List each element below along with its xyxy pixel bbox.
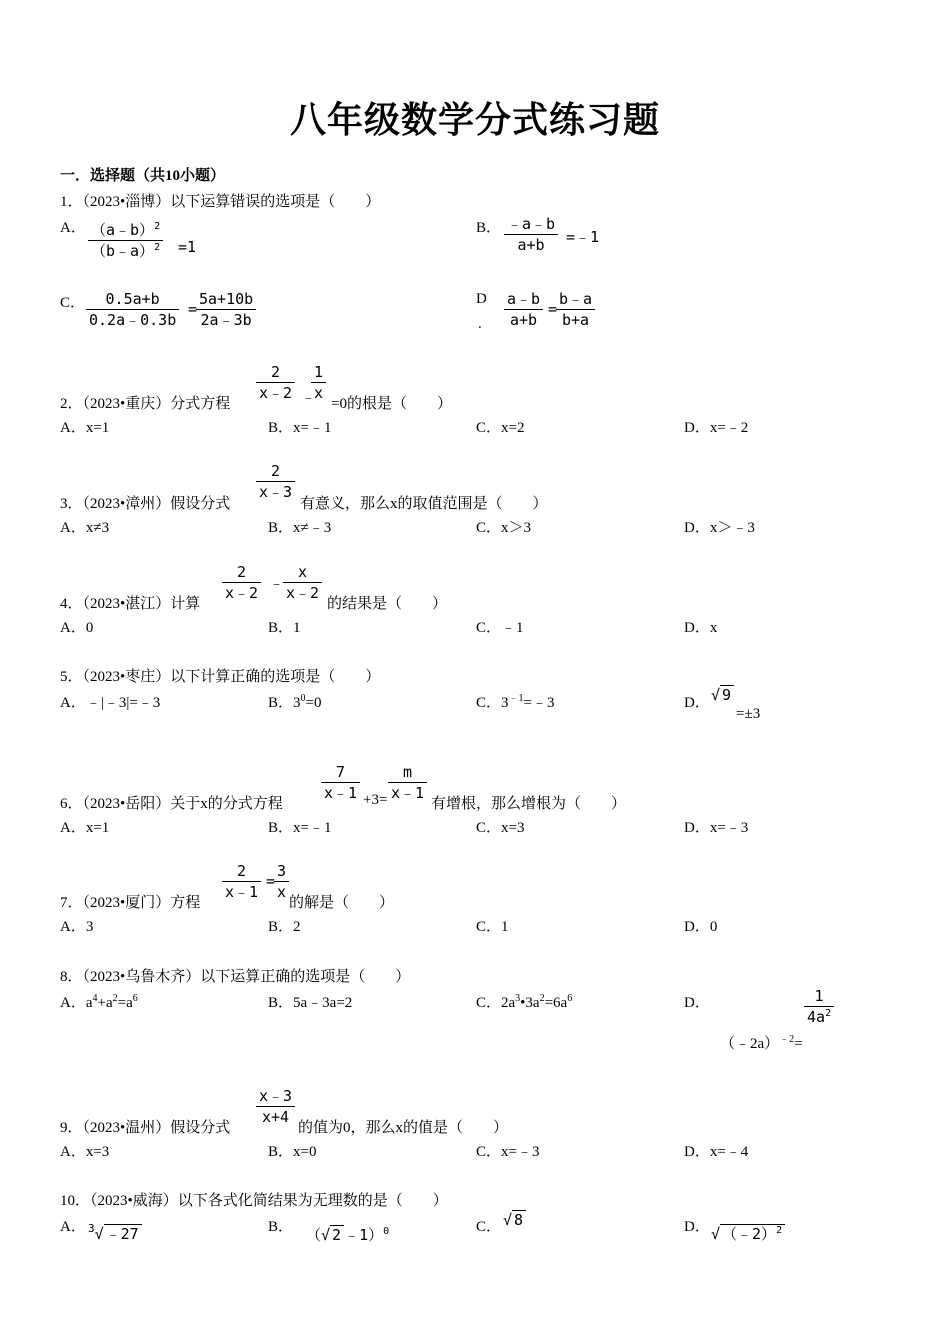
q1-stem: 1．（2023•淄博）以下运算错误的选项是（ ） — [60, 194, 381, 210]
q8-c-part-1: C．2a — [476, 995, 516, 1011]
q4-option-d[interactable]: D．x — [684, 620, 718, 636]
q6-option-c[interactable]: C．x=3 — [476, 820, 525, 836]
q7-f1-denominator: x﹣1 — [225, 883, 259, 901]
q6-fraction-2[interactable] — [388, 762, 427, 803]
q6-stem-post: 有增根，那么增根为（ ） — [431, 796, 627, 812]
q7-option-b[interactable]: B．2 — [268, 919, 301, 935]
q10-b-close: ﹣1） — [344, 1226, 384, 1244]
q2-option-c[interactable]: C．x=2 — [476, 420, 525, 436]
q4-stem-post: 的结果是（ ） — [327, 596, 448, 612]
q10-b-exponent: 0 — [383, 1226, 390, 1237]
q5-d-radicand: 9 — [720, 685, 734, 704]
q8-a-exp-2: 2 — [112, 993, 118, 1004]
q4-f1-numerator: 2 — [222, 562, 261, 583]
q4-option-a[interactable]: A．0 — [60, 620, 94, 636]
q6-mid: +3= — [363, 792, 388, 808]
q5-b-base: B．3 — [268, 695, 301, 711]
q1-option-b-label: B． — [476, 220, 502, 236]
q4-f2-denominator: x﹣2 — [286, 584, 320, 602]
q10-option-c-label[interactable]: C． — [476, 1219, 502, 1235]
q8-c-exp-2: 2 — [539, 993, 545, 1004]
q2-f1-numerator: 2 — [256, 362, 295, 383]
q8-d-equals: = — [794, 1036, 803, 1052]
q2-option-b[interactable]: B．x=﹣1 — [268, 420, 332, 436]
page-title: 八年级数学分式练习题 — [289, 100, 660, 140]
q4-f1-denominator: x﹣2 — [225, 584, 259, 602]
q6-f1-numerator: 7 — [321, 762, 360, 783]
q1-b-numerator: ﹣a﹣b — [504, 214, 558, 235]
q1-option-b-fraction[interactable] — [504, 214, 558, 255]
q1-b-rhs: =﹣1 — [566, 228, 600, 246]
q8-c-exp-3: 6 — [567, 993, 573, 1004]
q8-c-part-3: =6a — [544, 995, 568, 1011]
radical-icon: √ — [94, 1225, 104, 1243]
q5-option-d-label[interactable]: D． — [684, 695, 710, 711]
q10-stem: 10．（2023•威海）以下各式化简结果为无理数的是（ ） — [60, 1193, 448, 1209]
q9-stem-post: 的值为0，那么x的值是（ ） — [298, 1120, 509, 1136]
q7-option-a[interactable]: A．3 — [60, 919, 94, 935]
q3-option-a[interactable]: A．x≠3 — [60, 520, 110, 536]
q5-c-rest: =﹣3 — [523, 695, 555, 711]
q5-d-rest: =±3 — [736, 706, 761, 722]
q1-option-a-label: A． — [60, 220, 86, 236]
q1-option-c-fraction-right[interactable] — [196, 289, 256, 330]
q7-option-c[interactable]: C．1 — [476, 919, 509, 935]
q2-minus: ﹣ — [301, 388, 317, 406]
q5-c-base: C．3 — [476, 695, 509, 711]
q4-option-c[interactable]: C．﹣1 — [476, 620, 524, 636]
q7-option-d[interactable]: D．0 — [684, 919, 718, 935]
q4-fraction-1[interactable] — [222, 562, 261, 603]
q8-option-c[interactable] — [476, 991, 572, 1012]
q7-stem-pre: 7．（2023•厦门）方程 — [60, 895, 201, 911]
q10-a-cuberoot — [88, 1224, 142, 1243]
q8-d-numerator: 1 — [804, 986, 834, 1007]
q9-denominator: x+4 — [261, 1108, 290, 1126]
q1-c-denominator-1: 0.2a﹣0.3b — [89, 311, 177, 329]
q1-a-den-exponent: 2 — [154, 242, 161, 253]
q1-d-dot: . — [478, 316, 482, 332]
q4-option-b[interactable]: B．1 — [268, 620, 301, 636]
q1-c-denominator-2: 2a﹣3b — [200, 311, 252, 329]
q10-option-d-label[interactable]: D． — [684, 1219, 710, 1235]
q7-fraction-1[interactable] — [222, 861, 261, 902]
section-heading: 一．选择题（共10小题） — [60, 168, 226, 184]
q7-f2-numerator: 3 — [274, 861, 289, 882]
q8-option-b[interactable]: B．5a﹣3a=2 — [268, 995, 353, 1011]
q2-option-a[interactable]: A．x=1 — [60, 420, 110, 436]
q7-fraction-2[interactable] — [274, 861, 289, 902]
q10-option-a-label[interactable]: A． — [60, 1219, 86, 1235]
q8-d-exponent: ﹣2 — [779, 1034, 795, 1045]
q8-d-base: （﹣2a） — [720, 1036, 780, 1052]
q1-option-d-label: D — [476, 291, 487, 307]
q10-b-open: （ — [306, 1226, 322, 1244]
q2-f1-denominator: x﹣2 — [259, 384, 293, 402]
q1-option-d-fraction-right[interactable] — [556, 289, 595, 330]
q3-option-b[interactable]: B．x≠﹣3 — [268, 520, 332, 536]
q5-c-exponent: ﹣1 — [508, 693, 524, 704]
q2-stem-post: =0的根是（ ） — [331, 396, 452, 412]
q9-option-c[interactable]: C．x=﹣3 — [476, 1144, 540, 1160]
q10-c-radicand: 8 — [512, 1210, 526, 1229]
q2-stem-pre: 2．（2023•重庆）分式方程 — [60, 396, 231, 412]
q4-stem-pre: 4．（2023•湛江）计算 — [60, 596, 201, 612]
q1-b-denominator: a+b — [517, 236, 545, 254]
q4-fraction-2[interactable] — [283, 562, 322, 603]
q9-option-b[interactable]: B．x=0 — [268, 1144, 317, 1160]
q1-c-numerator-1: 0.5a+b — [86, 289, 179, 310]
q1-d-numerator-1: a﹣b — [504, 289, 543, 310]
q5-option-a[interactable]: A．﹣|﹣3|=﹣3 — [60, 695, 161, 711]
q8-a-exp-3: 6 — [132, 993, 138, 1004]
q8-stem: 8．（2023•乌鲁木齐）以下运算正确的选项是（ ） — [60, 969, 411, 985]
q1-c-equals: = — [188, 300, 198, 318]
q4-f2-numerator: x — [283, 562, 322, 583]
q9-fraction[interactable] — [256, 1086, 295, 1127]
q6-f2-denominator: x﹣1 — [391, 784, 425, 802]
q3-stem-post: 有意义，那么x的取值范围是（ ） — [300, 496, 548, 512]
q6-option-d[interactable]: D．x=﹣3 — [684, 820, 749, 836]
q6-option-b[interactable]: B．x=﹣1 — [268, 820, 332, 836]
q8-option-d-label[interactable]: D． — [684, 995, 710, 1011]
q8-d-den-exponent: 2 — [825, 1008, 832, 1019]
q1-c-numerator-2: 5a+10b — [196, 289, 256, 310]
q10-c-sqrt — [503, 1210, 526, 1229]
q1-option-d-fraction-left[interactable] — [504, 289, 543, 330]
q6-f2-numerator: m — [388, 762, 427, 783]
q8-d-expression — [720, 1032, 803, 1053]
q8-c-exp-1: 3 — [515, 993, 521, 1004]
q10-d-exponent: 2 — [776, 1225, 783, 1236]
q8-a-exp-1: 4 — [92, 993, 98, 1004]
q10-d-radicand: （﹣2） — [722, 1225, 777, 1243]
q8-d-denominator: 4a — [807, 1008, 826, 1026]
q10-a-index: 3 — [88, 1222, 95, 1235]
q5-option-c[interactable] — [476, 691, 554, 712]
q3-stem-pre: 3．（2023•漳州）假设分式 — [60, 496, 231, 512]
q1-a-numerator: （a﹣b） — [91, 221, 155, 239]
q5-d-sqrt — [711, 685, 734, 704]
q5-b-exponent: 0 — [300, 693, 306, 704]
radical-icon: √ — [503, 1211, 513, 1229]
q2-f2-denominator: x — [314, 384, 324, 402]
q6-option-a[interactable]: A．x=1 — [60, 820, 110, 836]
q1-option-a-fraction[interactable] — [88, 220, 163, 261]
q6-stem-pre: 6．（2023•岳阳）关于x的分式方程 — [60, 796, 283, 812]
q2-option-d[interactable]: D．x=﹣2 — [684, 420, 749, 436]
q10-d-sqrt — [711, 1224, 785, 1243]
q10-b-expression — [306, 1224, 389, 1245]
q8-option-a[interactable] — [60, 991, 138, 1012]
q9-numerator: x﹣3 — [256, 1086, 295, 1107]
q7-f2-denominator: x — [277, 883, 287, 901]
q9-option-a[interactable]: A．x=3 — [60, 1144, 110, 1160]
q1-option-c-fraction-left[interactable] — [86, 289, 179, 330]
q9-option-d[interactable]: D．x=﹣4 — [684, 1144, 749, 1160]
q10-option-b-label[interactable]: B． — [268, 1219, 294, 1235]
q7-equals: = — [266, 872, 276, 890]
q3-option-c[interactable]: C．x＞3 — [476, 520, 532, 536]
q1-a-num-exponent: 2 — [154, 221, 161, 232]
q3-numerator: 2 — [256, 461, 295, 482]
q9-stem-pre: 9．（2023•温州）假设分式 — [60, 1120, 231, 1136]
q8-a-part-2: +a — [97, 995, 113, 1011]
q1-d-denominator-1: a+b — [509, 311, 538, 329]
q6-fraction-1[interactable] — [321, 762, 360, 803]
q1-a-rhs: =1 — [178, 238, 197, 256]
q2-f2-numerator: 1 — [311, 362, 326, 383]
q5-option-b[interactable] — [268, 691, 321, 712]
q8-a-part-3: =a — [117, 995, 133, 1011]
q1-a-denominator: （b﹣a） — [91, 242, 155, 260]
q2-fraction-1[interactable] — [256, 362, 295, 403]
q1-d-denominator-2: b+a — [561, 311, 590, 329]
q1-option-c-label: C． — [60, 295, 86, 311]
q3-option-d[interactable]: D．x＞﹣3 — [684, 520, 755, 536]
q8-c-part-2: •3a — [520, 995, 540, 1011]
q8-d-fraction — [804, 986, 834, 1027]
q8-a-part-1: A．a — [60, 995, 93, 1011]
q10-b-radicand: 2 — [330, 1225, 344, 1244]
q5-stem: 5．（2023•枣庄）以下计算正确的选项是（ ） — [60, 669, 381, 685]
q10-a-radicand: ﹣27 — [104, 1224, 142, 1243]
radical-icon: √ — [711, 1225, 721, 1243]
q6-f1-denominator: x﹣1 — [324, 784, 358, 802]
q1-d-equals: = — [548, 300, 558, 318]
q3-fraction[interactable] — [256, 461, 295, 502]
q2-fraction-2[interactable] — [311, 362, 326, 403]
q7-stem-post: 的解是（ ） — [289, 895, 395, 911]
radical-icon: √ — [711, 686, 721, 704]
radical-icon: √ — [321, 1226, 331, 1244]
q4-minus: ﹣ — [269, 574, 285, 592]
q1-d-numerator-2: b﹣a — [556, 289, 595, 310]
q3-denominator: x﹣3 — [259, 483, 293, 501]
q5-b-rest: =0 — [305, 695, 322, 711]
q7-f1-numerator: 2 — [222, 861, 261, 882]
